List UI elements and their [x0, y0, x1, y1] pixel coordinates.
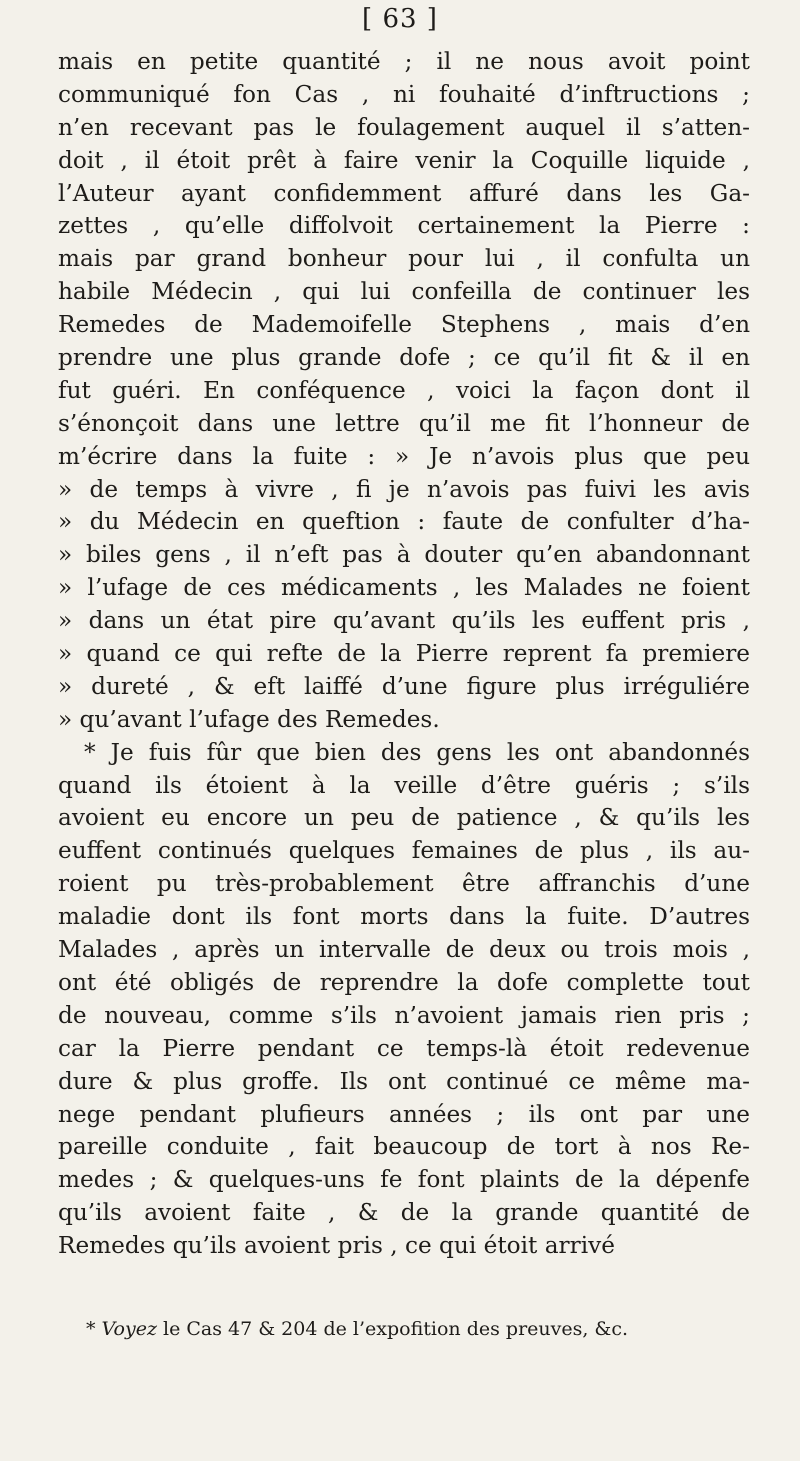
text-line: Remedes qu’ils avoient pris , ce qui étoit arrivé — [58, 1232, 615, 1260]
text-line: » quand ce qui refte de la Pierre reprent fa premiere — [58, 640, 750, 668]
text-line: car la Pierre pendant ce temps-là étoit redevenue — [58, 1034, 750, 1062]
text-line: fut guéri. En conféquence , voici la façon dont il — [58, 376, 750, 404]
text-line: mais par grand bonheur pour lui , il confulta un — [58, 245, 750, 273]
text-line: dure & plus groffe. Ils ont continué ce même ma- — [58, 1067, 750, 1095]
text-line: pareille conduite , fait beaucoup de tort à nos Re- — [58, 1133, 750, 1161]
text-line: doit , il étoit prêt à faire venir la Coquille liquide , — [58, 146, 750, 174]
text-line: Remedes de Mademoifelle Stephens , mais d’en — [58, 311, 750, 339]
footnote — [86, 1317, 746, 1341]
text-line: avoient eu encore un peu de patience , & qu’ils les — [58, 804, 750, 832]
text-line: » l’ufage de ces médicaments , les Malades ne foient — [58, 574, 750, 602]
text-line: » dans un état pire qu’avant qu’ils les euffent pris , — [58, 607, 750, 635]
text-line: » du Médecin en queftion : faute de confulter d’ha- — [58, 508, 750, 536]
text-line: qu’ils avoient faite , & de la grande quantité de — [58, 1199, 750, 1227]
page-number: [ 63 ] — [362, 4, 438, 34]
text-line: prendre une plus grande dofe ; ce qu’il fit & il en — [58, 344, 750, 372]
text-line: maladie dont ils font morts dans la fuite. D’autres — [58, 903, 750, 931]
text-line: » biles gens , il n’eft pas à douter qu’en abandonnant — [58, 541, 750, 569]
text-line: communiqué fon Cas , ni fouhaité d’inftructions ; — [58, 80, 750, 108]
text-line: » dureté , & eft laiffé d’une figure plus irréguliére — [58, 672, 750, 700]
text-line: euffent continués quelques femaines de plus , ils au- — [58, 837, 750, 865]
text-line: mais en petite quantité ; il ne nous avoit point — [58, 48, 750, 75]
body-text — [58, 46, 750, 1263]
text-line: ont été obligés de reprendre la dofe complette tout — [58, 968, 750, 996]
text-line: nege pendant plufieurs années ; ils ont par une — [58, 1100, 750, 1128]
text-line: m’écrire dans la fuite : » Je n’avois plus que peu — [58, 442, 750, 470]
footnote-text: le Cas 47 & 204 de l’expofition des preuves, &c. — [156, 1318, 629, 1340]
text-line: quand ils étoient à la veille d’être guéris ; s’ils — [58, 771, 750, 799]
text-line: n’en recevant pas le foulagement auquel il s’atten- — [58, 113, 750, 141]
text-line: s’énonçoit dans une lettre qu’il me fit l’honneur de — [58, 409, 750, 437]
text-line: * Je fuis fûr que bien des gens les ont abandonnés — [84, 738, 750, 766]
text-line: l’Auteur ayant confidemment affuré dans les Ga- — [58, 179, 750, 207]
text-line: habile Médecin , qui lui confeilla de continuer les — [58, 278, 750, 306]
text-line: » qu’avant l’ufage des Remedes. — [58, 705, 440, 733]
text-line: » de temps à vivre , fi je n’avois pas fuivi les avis — [58, 475, 750, 503]
text-line: medes ; & quelques-uns fe font plaints de la dépenfe — [58, 1166, 750, 1194]
footnote-ref: Voyez — [101, 1318, 157, 1340]
footnote-marker: * — [86, 1318, 96, 1340]
text-line: de nouveau, comme s’ils n’avoient jamais rien pris ; — [58, 1001, 750, 1029]
text-line: roient pu très-probablement être affranchis d’une — [58, 870, 750, 898]
text-line: Malades , après un intervalle de deux ou trois mois , — [58, 936, 750, 964]
text-line: zettes , qu’elle diffolvoit certainement la Pierre : — [58, 212, 750, 240]
